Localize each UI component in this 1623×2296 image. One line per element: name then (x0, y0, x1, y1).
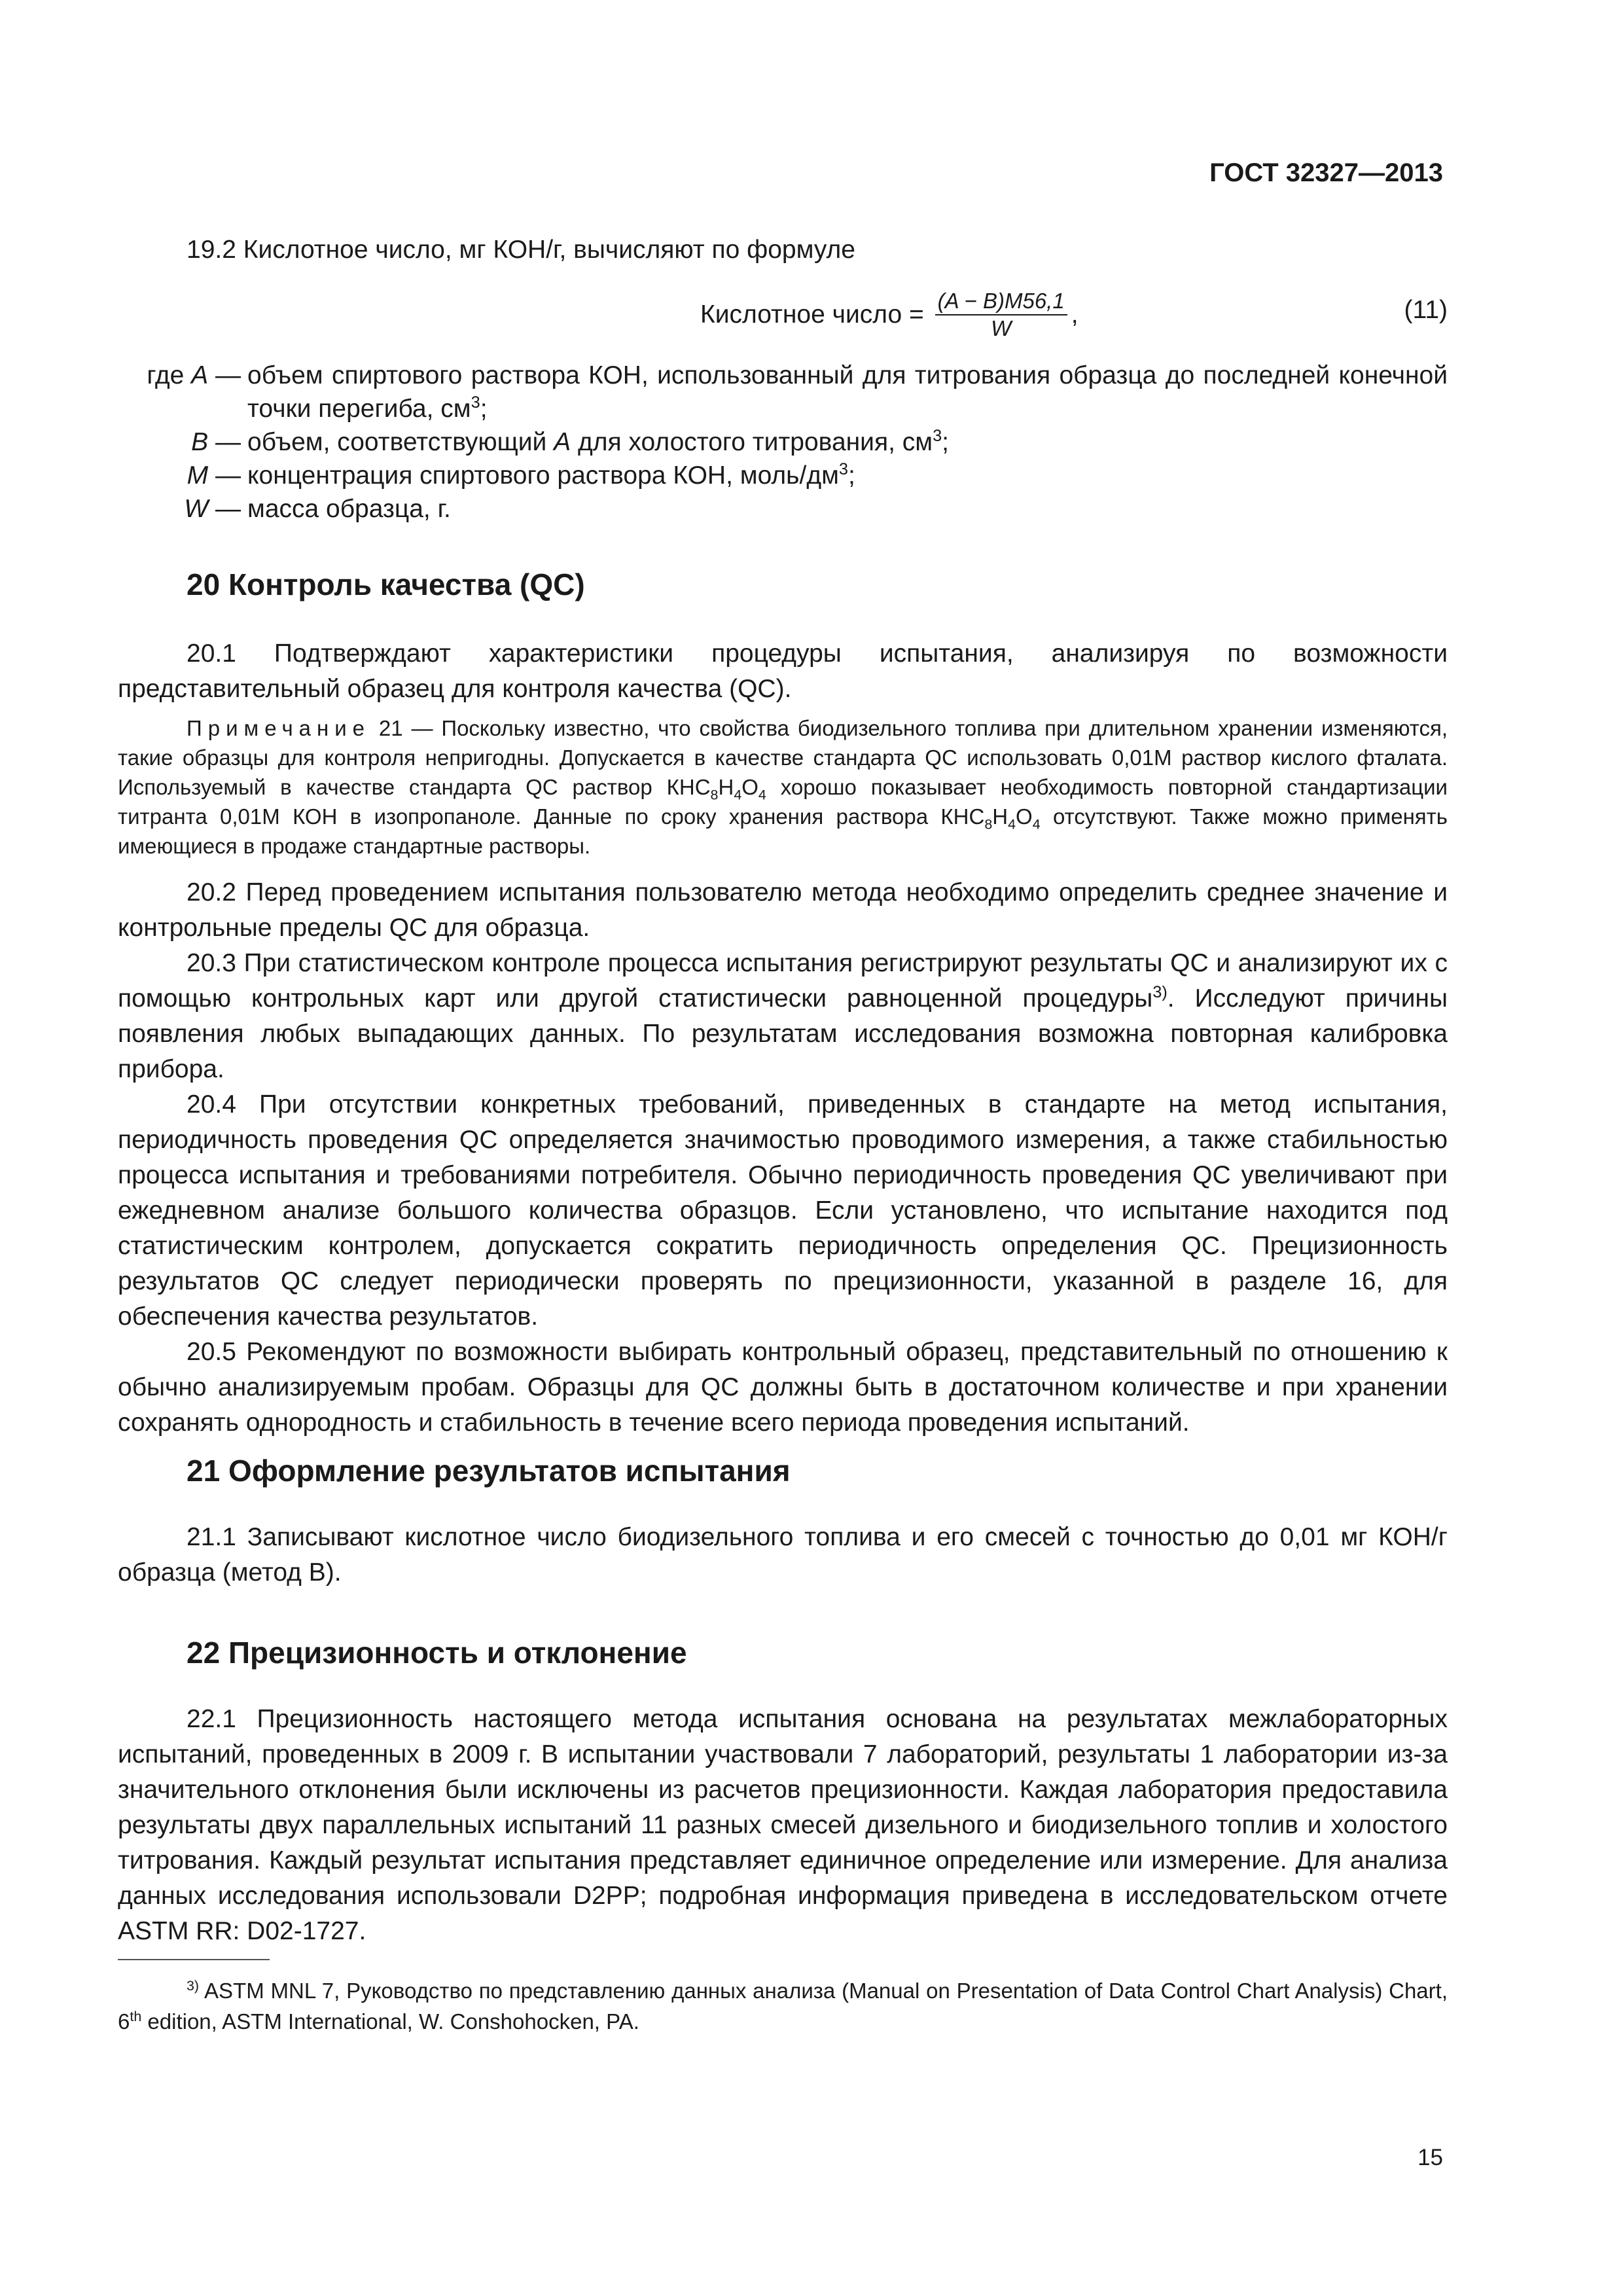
footnote-text-b: edition, ASTM International, W. Conshohocken, PA. (141, 2009, 639, 2034)
clause-20-1 (118, 636, 1448, 707)
definition-end: ; (480, 395, 488, 423)
formula-denominator: W (991, 316, 1012, 340)
document-code: ГОСТ 32327—2013 (1209, 158, 1443, 187)
clause-22-1-text: 22.1 Прецизионность настоящего метода испытания основана на результатах межлабораторных испытаний, проведенных в 2009 г. В испытании участвовали 7 лабораторий, результаты 1 лаборатории из-за значительного отклонения были исключены из расчетов прецизионности. Каждая лаборатория предоставила результаты двух параллельных испытаний 11 разных смесей дизельного и биодизельного топлив и холостого титрования. Каждый результат испытания представляет единичное определение или измерение. Для анализа данных исследования использовали D2PP; подробная информация приведена в исследовательском отчете ASTM RR: D02-1727. (118, 1705, 1448, 1945)
page-number: 15 (1418, 2145, 1443, 2170)
definition-m (118, 459, 1448, 492)
definition-end: ; (942, 428, 950, 456)
section-22-heading: 22 Прецизионность и отклонение (187, 1636, 687, 1670)
symbol-b: B (191, 428, 209, 456)
clause-20-4-text: 20.4 При отсутствии конкретных требований, приведенных в стандарте на метод испытания, периодичность проведения QC определяется значимостью проводимого измерения, а также стабильностью процесса испытания и требованиями потребителя. Обычно периодичность проведения QC увеличивают при ежедневном анализе большого количества образцов. Если установлено, что испытание находится под статистическим контролем, допускается сократить периодичность определения QC. Прецизионность результатов QC следует периодически проверять по прецизионности, указанной в разделе 16, для обеспечения качества результатов. (118, 1090, 1448, 1331)
unit-exponent: 3 (838, 460, 849, 478)
note-21 (118, 713, 1448, 861)
clause-20-3 (118, 946, 1448, 1087)
note-text: Н (992, 804, 1008, 829)
footnote-marker: 3) (187, 1978, 200, 1994)
note-text: 21 — Поскольку известно, что свойства биодизельного топлива при длительном хранении изменяются, такие образцы для контроля непригодны. Допускается в качестве стандарта QC использовать 0,01М раствор кислого фталата. Используемый в качестве стандарта QC раствор КНС (118, 716, 1448, 799)
formula-expression (700, 288, 1079, 342)
dash: — (208, 428, 241, 456)
symbol-a: A (191, 361, 209, 389)
note-text: О (741, 775, 758, 799)
subscript: 4 (734, 787, 742, 803)
symbol-w: W (184, 495, 209, 523)
clause-19-2-text: 19.2 Кислотное число, мг КОН/г, вычисляют по формуле (187, 236, 855, 264)
footnote-separator (118, 1959, 270, 1960)
formula-11 (118, 281, 1448, 353)
definition-end: ; (848, 461, 855, 490)
definition-b-text-b: для холостого титрования, см (571, 428, 933, 456)
clause-21-1 (118, 1520, 1448, 1590)
definition-b (118, 425, 1448, 459)
equation-number: (11) (1404, 296, 1448, 324)
clause-21-1-text: 21.1 Записывают кислотное число биодизельного топлива и его смесей с точностью до 0,01 мг КОН/г образца (метод В). (118, 1523, 1448, 1587)
section-21-heading: 21 Оформление результатов испытания (187, 1454, 791, 1488)
clause-20-1-text: 20.1 Подтверждают характеристики процедуры испытания, анализируя по возможности представительный образец для контроля качества (QC). (118, 639, 1448, 703)
formula-numerator: (A − B)M56,1 (935, 288, 1067, 315)
note-label: Примечание (187, 716, 371, 740)
symbol-a-inline: A (554, 428, 571, 456)
note-text: Н (718, 775, 734, 799)
formula-fraction (935, 288, 1067, 342)
clause-20-2-text: 20.2 Перед проведением испытания пользователю метода необходимо определить среднее значение и контрольные пределы QC для образца. (118, 878, 1448, 942)
subscript: 4 (1032, 816, 1041, 833)
subscript: 8 (984, 816, 993, 833)
clause-20-3-text-a: 20.3 При статистическом контроле процесса испытания регистрируют результаты QC и анализируют их с помощью контрольных карт или другой статистически равноценной процедуры (118, 949, 1448, 1013)
note-text: хорошо показывает необходимость повторной стандартизации титранта 0,01М КОН в изопропаноле. Данные по сроку хранения раствора КНС (118, 775, 1448, 829)
dash: — (208, 361, 241, 389)
ordinal-suffix: th (130, 2009, 142, 2024)
definition-b-text-a: объем, соответствующий (247, 428, 554, 456)
note-text: О (1016, 804, 1033, 829)
subscript: 4 (1008, 816, 1016, 833)
definition-m-text: концентрация спиртового раствора КОН, моль/дм (247, 461, 839, 490)
subscript: 4 (758, 787, 766, 803)
formula-comma: , (1071, 300, 1079, 329)
footnote-3 (118, 1975, 1448, 2037)
clauses-20-2-to-20-5 (118, 875, 1448, 1441)
clause-20-3-text-b: . Исследуют причины появления любых выпадающих данных. По результатам исследования возможна повторная калибровка прибора. (118, 984, 1448, 1083)
section-20-heading: 20 Контроль качества (QC) (187, 567, 585, 601)
where-prefix: где (147, 361, 192, 389)
note-text: отсутствуют. Также можно применять имеющиеся в продаже стандартные растворы. (118, 804, 1448, 858)
dash: — (208, 495, 241, 523)
variable-definitions (118, 359, 1448, 526)
definition-a (118, 359, 1448, 425)
dash: — (208, 461, 241, 490)
unit-exponent: 3 (471, 393, 480, 412)
definition-w-text: масса образца, г. (247, 495, 451, 523)
formula-lhs: Кислотное число = (700, 300, 924, 329)
definition-a-text: объем спиртового раствора КОН, использованный для титрования образца до последней конечной точки перегиба, см (247, 361, 1448, 423)
clause-22-1 (118, 1702, 1448, 1949)
symbol-m: M (187, 461, 209, 490)
footnote-ref: 3) (1152, 983, 1168, 1001)
definition-w (118, 492, 1448, 526)
unit-exponent: 3 (933, 427, 942, 445)
clause-20-5-text: 20.5 Рекомендуют по возможности выбирать контрольный образец, представительный по отношению к обычно анализируемым пробам. Образцы для QC должны быть в достаточном количестве и при хранении сохранять однородность и стабильность в течение всего периода проведения испытаний. (118, 1338, 1448, 1437)
footnote-text-a: ASTM MNL 7, Руководство по представлению данных анализа (Manual on Presentation of Data Control Chart Analysis) Chart, 6 (118, 1979, 1448, 2034)
subscript: 8 (710, 787, 719, 803)
clause-19-2 (118, 232, 1448, 268)
